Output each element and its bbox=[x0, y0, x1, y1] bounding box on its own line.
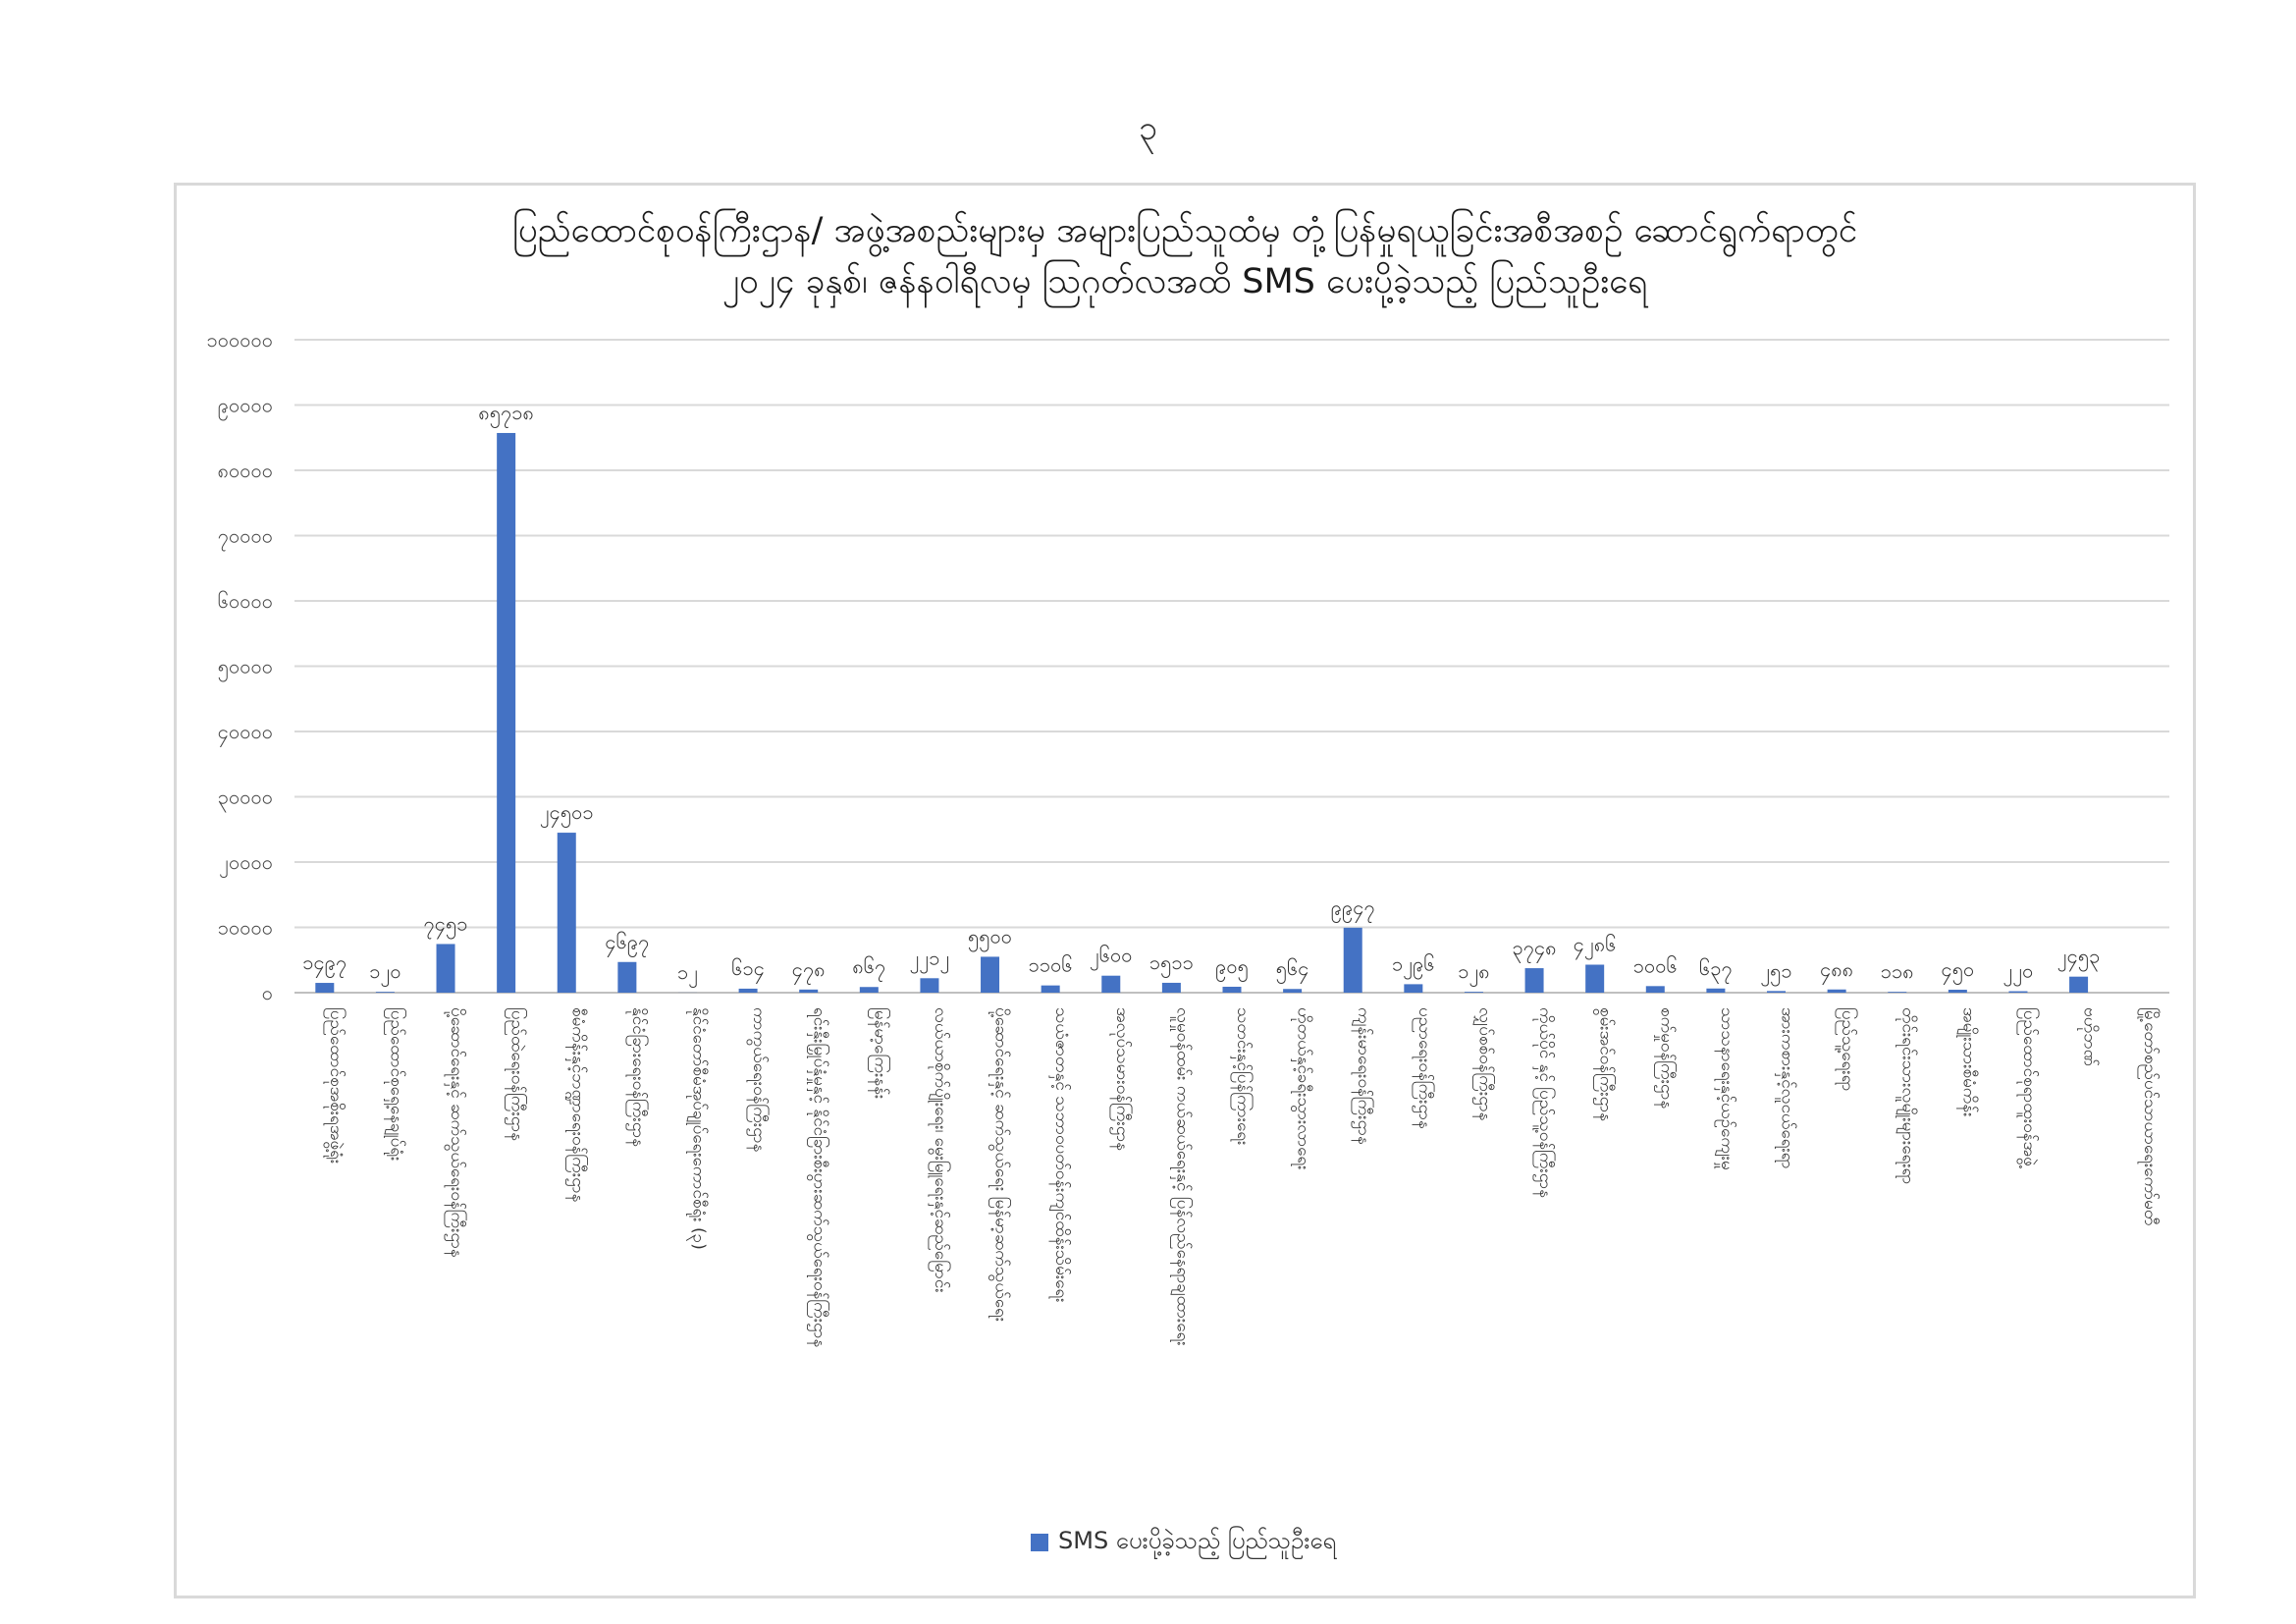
data-label: ၁၅၁၁ bbox=[1148, 949, 1194, 974]
bar bbox=[981, 956, 999, 993]
data-label: ၅၆၄ bbox=[1275, 956, 1309, 981]
bar bbox=[1344, 928, 1362, 993]
data-label: ၄၅၀ bbox=[1941, 957, 1975, 982]
x-tick-label: ပြည်သူ့ရေးရာ bbox=[1838, 1007, 1858, 1092]
page-number: ၃ bbox=[1138, 109, 1158, 148]
y-tick-label: ၈၀၀၀၀ bbox=[217, 459, 273, 482]
data-label: ၄၈၈ bbox=[1820, 956, 1854, 981]
data-label: ၄၇၈ bbox=[791, 956, 826, 981]
x-tick-label: သယံဇာတနှင့် သဘာဝပတ်ဝန်းကျင်ထိန်းသိမ်းရေး bbox=[1051, 1007, 1072, 1303]
x-tick-label: မြန်မာ့ကြေးနန်း bbox=[870, 1007, 890, 1100]
x-tick-label: စီမံကိန်းနှင့်ဘဏ္ဍာရေးဝန်ကြီးဌာန bbox=[567, 1007, 588, 1203]
x-tick-label: ပို့ဆောင်ရေးနှင့် ဆက်သွယ်ရေး မြန်မာ့ဆက်သွယ်ရေး bbox=[990, 1007, 1011, 1323]
x-tick-label: သာသနာရေးနှင့်ယဉ်ကျေးမှု bbox=[1716, 1007, 1736, 1170]
x-tick-label: ပြည်ထဲရေးဝန်ကြီးဌာန bbox=[507, 1007, 527, 1142]
x-tick-label: ပြည်ထောင်စုရှေ့နေချုပ်ရုံး bbox=[386, 1007, 406, 1162]
data-label: ၃၇၄၈ bbox=[1512, 936, 1557, 960]
x-tick-label: ကိုယ်ပိုင် နှင့် ပြည်သူ့ဝန်ကြီးဌာန bbox=[1535, 1007, 1556, 1199]
bar bbox=[1101, 976, 1120, 993]
bar bbox=[1828, 990, 1846, 993]
x-tick-label: ဟိုတယ်နှင့်ခရီးသွားလာရေး bbox=[1293, 1007, 1313, 1170]
y-tick-label: ၇၀၀၀၀ bbox=[217, 523, 273, 548]
x-tick-label: ပို့ဆောင်ရေးနှင့် ဆက်သွယ်ရေးဝန်ကြီးဌာန bbox=[447, 1007, 467, 1258]
y-tick-label: ၄၀၀၀၀ bbox=[217, 720, 273, 743]
bar bbox=[1162, 983, 1181, 993]
x-tick-label: ပညာရေးဝန်ကြီးဌာန bbox=[1414, 1007, 1434, 1129]
y-tick-label: ၀ bbox=[261, 981, 273, 1004]
x-tick-label: စွမ်းအင်ဝန်ကြီးဌာန bbox=[1595, 1007, 1616, 1121]
bar bbox=[920, 978, 938, 993]
x-tick-label: အမျိုးသားစီမံကိန်း bbox=[1958, 1007, 1979, 1117]
x-tick-label: စက်မှုဝန်ကြီးဌာန bbox=[1656, 1007, 1677, 1110]
data-label: ၆၃၇ bbox=[1699, 955, 1733, 980]
bar bbox=[799, 990, 818, 993]
data-label: ၇၄၅၁ bbox=[423, 911, 468, 936]
x-tick-label: ကာကွယ်ရေးဝန်ကြီးဌာန bbox=[749, 1007, 770, 1153]
data-label: ၂၂၀ bbox=[2002, 958, 2034, 983]
y-tick-label: ၂၀၀၀၀ bbox=[219, 850, 273, 874]
x-tick-label: မြို့တော်စည်ပင်သာယာရေးကော်မတီ bbox=[2140, 1007, 2161, 1226]
data-label: ၅၅၀၀ bbox=[968, 924, 1013, 948]
y-tick-label: ၁၀၀၀၀၀ bbox=[206, 328, 273, 352]
bar bbox=[2069, 977, 2088, 993]
data-label: ၂၆၀၀ bbox=[1089, 943, 1133, 967]
bar bbox=[1223, 987, 1242, 993]
data-label: ၁၀၀၆ bbox=[1632, 953, 1678, 978]
y-tick-label: ၃၀၀၀၀ bbox=[217, 785, 273, 809]
data-label: ၈၅၇၁၈ bbox=[478, 400, 534, 424]
bar bbox=[1949, 990, 1967, 993]
bar bbox=[315, 983, 334, 993]
x-tick-label: လျှပ်စစ်ဝန်ကြီးဌာန bbox=[1474, 1007, 1495, 1121]
data-label: ၁၂၈ bbox=[1458, 959, 1490, 984]
legend-swatch bbox=[1031, 1534, 1048, 1551]
data-label: ၄၆၉၇ bbox=[605, 929, 650, 953]
data-label: ၉၀၅ bbox=[1215, 953, 1249, 978]
data-label: ၁၂၉၆ bbox=[1392, 951, 1435, 976]
data-label: ၁၂ bbox=[676, 959, 699, 984]
bar bbox=[1888, 992, 1906, 993]
data-label: ၂၄၅၀၁ bbox=[539, 800, 594, 825]
x-tick-label: သတင်းနှင့်ပြန်ကြားရေး bbox=[1233, 1007, 1253, 1146]
chart-subtitle: ၂၀၂၄ ခုနှစ်၊ ဇန်နဝါရီလမှ ဩဂုတ်လအထိ SMS ပေးပို့ခဲ့သည့် ပြည်သူဦးရေ bbox=[721, 262, 1648, 301]
y-tick-label: ၉၀၀၀၀ bbox=[217, 393, 273, 417]
x-tick-label: လူမှုဝန်ထမ်း ကယ်ဆယ်ရေးနှင့် ပြန်လည်နေရာချထားရေး bbox=[1172, 1007, 1193, 1346]
data-label: ၁၁၀၆ bbox=[1028, 952, 1073, 977]
bar bbox=[739, 989, 758, 993]
data-label: ၂၅၁ bbox=[1760, 958, 1792, 983]
data-label: ၁၂၀ bbox=[369, 959, 401, 984]
y-tick-label: ၅၀၀၀၀ bbox=[217, 654, 273, 678]
bar bbox=[2008, 992, 2027, 993]
bar bbox=[558, 833, 576, 993]
y-tick-label: ၁၀၀၀၀ bbox=[217, 915, 273, 940]
bar bbox=[1646, 986, 1665, 993]
bar bbox=[437, 944, 455, 993]
bar bbox=[1041, 986, 1060, 993]
bar bbox=[1283, 989, 1302, 993]
x-tick-label: အလုပ်သမားဝန်ကြီးဌာန bbox=[1111, 1007, 1132, 1152]
data-label: ၁၁၈ bbox=[1880, 959, 1914, 984]
x-tick-label: လယ်ယာစိုက်ပျိုးရေး၊ မွေးမြူရေးနှင့်ဆည်မြောင်း bbox=[930, 1007, 950, 1293]
bar bbox=[617, 962, 636, 993]
data-label: ၂၄၅၃ bbox=[2056, 944, 2101, 968]
data-label: ၁၄၉၇ bbox=[302, 950, 347, 975]
bar bbox=[1525, 968, 1544, 993]
bar bbox=[376, 992, 395, 993]
data-label: ၈၆၇ bbox=[852, 954, 886, 979]
y-tick-label: ၆၀၀၀၀ bbox=[217, 589, 273, 613]
x-tick-label: ပြည်ထောင်စုအစိုးရအဖွဲ့ရုံး bbox=[325, 1007, 346, 1164]
data-label: ၂၂၁၂ bbox=[909, 946, 950, 970]
x-tick-label: ဗဟိုဘဏ် bbox=[2079, 1007, 2100, 1066]
x-tick-label: နိုင်ငံခြားရေးဝန်ကြီးဌာန bbox=[627, 1007, 648, 1148]
bar bbox=[860, 987, 879, 993]
data-label: ၄၂၈၆ bbox=[1573, 932, 1617, 956]
data-label: ၉၉၄၇ bbox=[1330, 894, 1375, 919]
x-tick-label: အားကစားနှင့်လူငယ်ရေးရာ bbox=[1777, 1007, 1797, 1169]
bar bbox=[1767, 991, 1786, 993]
x-tick-label: နိုင်ငံတော်စီမံအုပ်ချုပ်ရေးကောင်စီရုံး (၃) bbox=[688, 1007, 709, 1250]
legend-label: SMS ပေးပို့ခဲ့သည့် ပြည်သူဦးရေ bbox=[1058, 1527, 1337, 1554]
x-tick-label: ကျန်းမာရေးဝန်ကြီးဌာန bbox=[1354, 1007, 1374, 1145]
data-label: ၆၁၄ bbox=[731, 955, 765, 980]
bar bbox=[1585, 964, 1604, 993]
bar bbox=[1404, 984, 1422, 993]
chart-title: ပြည်ထောင်စုဝန်ကြီးဌာန/ အဖွဲ့အစည်းများမှ အများပြည်သူထံမှ တုံ့ပြန်မှုရယူခြင်းအစီအစဉ် ဆောင်ရွက်ရာတွင် bbox=[511, 211, 1858, 250]
bar bbox=[1465, 992, 1483, 993]
bar bbox=[1706, 989, 1725, 993]
legend bbox=[1031, 1525, 1336, 1560]
bar bbox=[497, 433, 515, 993]
x-tick-label: ရင်းနှီးမြှုပ်နှံမှုနှင့် နိုင်ငံခြားစီးပွားဆက်သွယ်ရေးဝန်ကြီးဌာန bbox=[809, 1007, 829, 1348]
x-tick-label: တိုင်းရင်းသားလူမျိုးများရေးရာ bbox=[1897, 1007, 1918, 1185]
x-tick-label: ပြည်ထောင်စုရာထူးဝန်အဖွဲ့ bbox=[2018, 1007, 2039, 1166]
